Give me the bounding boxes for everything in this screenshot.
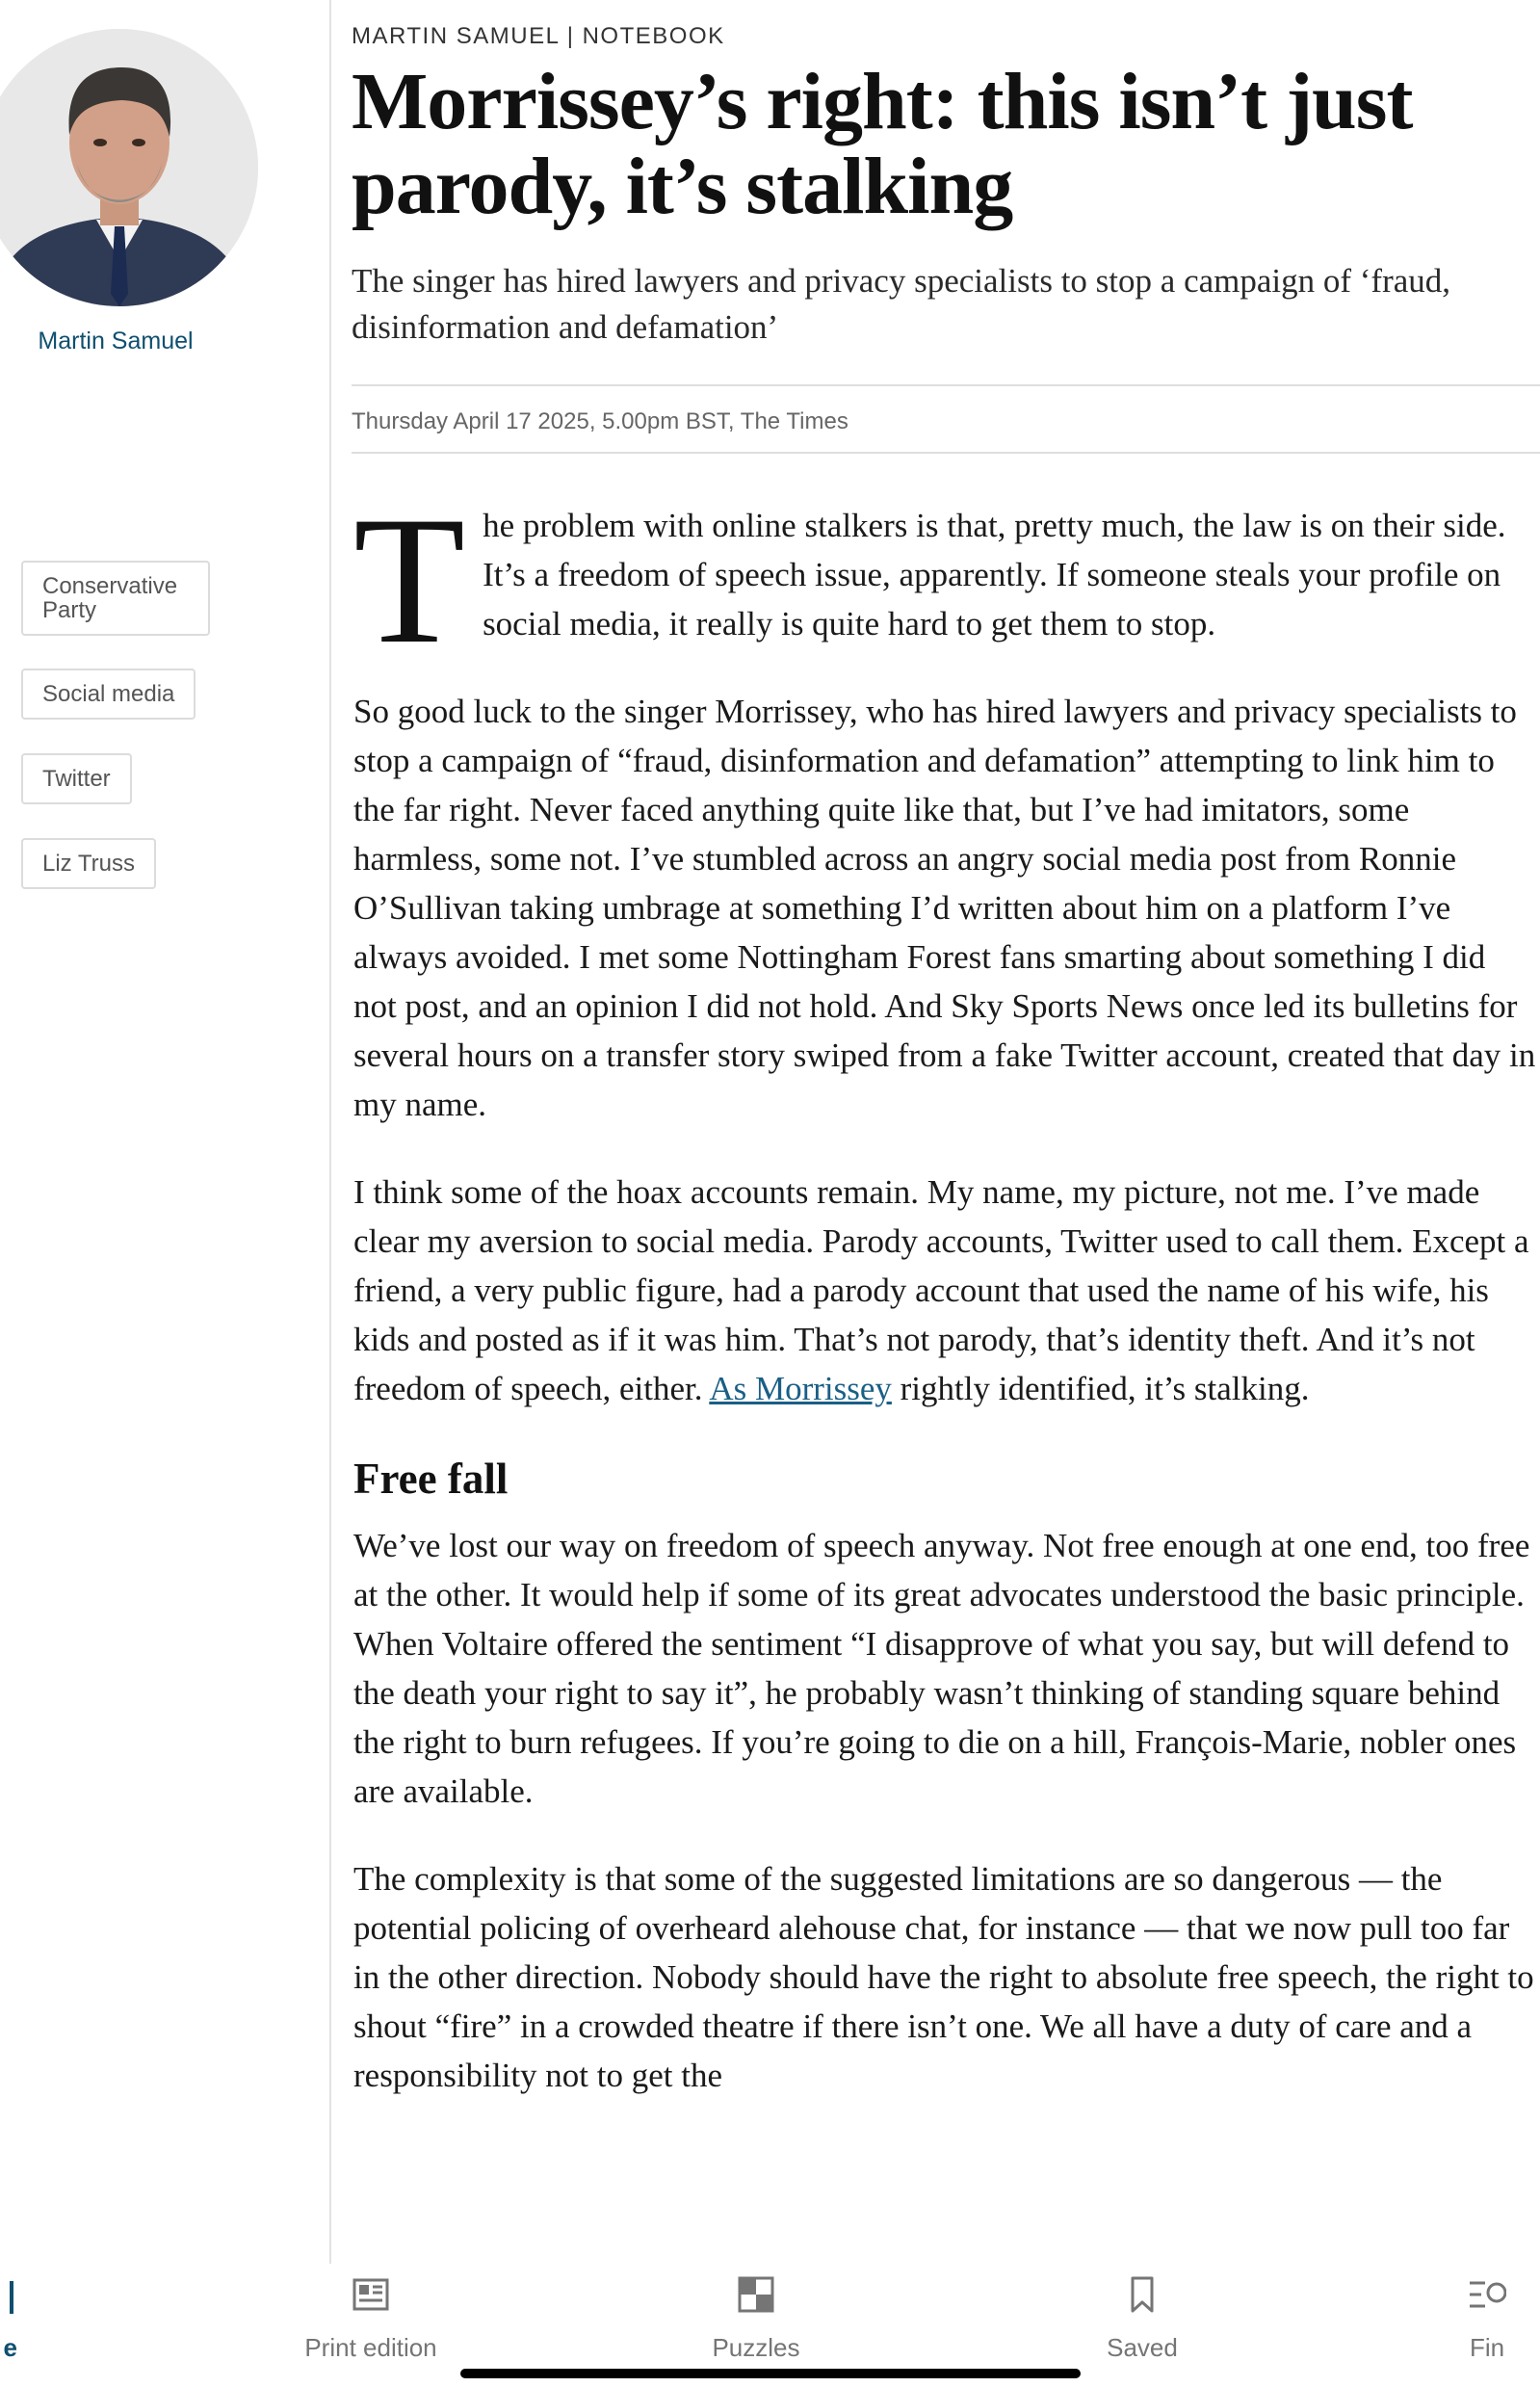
body-paragraph: So good luck to the singer Morrissey, who has hired lawyers and privacy specialists to stop a campaign of “fraud, disinformation and defamation” attempting to link him to the far right. Never faced anything quite like that, but I’ve had imitators, some harmless, some not. I’ve stumbled across an angry social media post from Ronnie O’Sullivan taking umbrage at something I’d written about him on a platform I’ve always avoided. I met some Nottingham Forest fans smarting about something I did not post, and an opinion I did not hold. And Sky Sports News once led its bulletins for several hours on a transfer story swiped from a fake Twitter account, created that day in my name. [353,693,1536,1123]
article-kicker[interactable]: MARTIN SAMUEL | NOTEBOOK [352,23,725,49]
puzzles-icon [737,2275,775,2314]
body-paragraph: The complexity is that some of the suggested limitations are so dangerous — the potential policing of overheard alehouse chat, for instance — that we now pull too far in the other direction. Nobody should have the right to absolute free speech, the right to shout “fire” in a crowded theatre if there isn’t one. We all have a duty of care and a responsibility not to get the [353,1860,1534,2094]
tag-twitter[interactable]: Twitter [21,753,132,804]
drop-cap: T [353,480,466,682]
tag-social-media[interactable]: Social media [21,669,196,720]
tab-saved-label: Saved [1107,2333,1178,2362]
author-avatar[interactable] [0,29,258,306]
body-paragraph [353,480,1536,682]
article [352,0,1540,2264]
tab-puzzles-label: Puzzles [712,2333,800,2362]
author-name[interactable]: Martin Samuel [38,328,194,354]
find-icon [1468,2275,1506,2314]
article-standfirst: The singer has hired lawyers and privacy specialists to stop a campaign of ‘fraud, disinformation and defamation’ [352,262,1451,346]
section-subhead: Free fall [353,1455,509,1503]
body-paragraph [353,1167,1536,1413]
paragraph-text: I think some of the hoax accounts remain. My name, my picture, not me. I’ve made clear my aversion to social media. Parody accounts, Twitter used to call them. Except a friend, a very public figure, had a parody account that used the name of his wife, his kids and posted as if it was him. That’s not parody, that’s identity theft. And it’s not freedom of speech, either. [353,1173,1529,1407]
home-indicator-bar[interactable] [460,2369,1081,2378]
tab-find-label: Fin [1470,2333,1505,2362]
tab-home-label: e [3,2333,17,2362]
tag-conservative-party[interactable]: Conservative Party [21,561,210,636]
tag-liz-truss[interactable]: Liz Truss [21,838,156,889]
tab-print-edition[interactable] [255,2264,486,2387]
paragraph-text: rightly identified, it’s stalking. [891,1370,1310,1407]
home-active-indicator [10,2281,13,2314]
author-sidebar [0,0,329,2264]
article-body [353,480,1536,2138]
article-headline: Morrissey’s right: this isn’t just parody, it’s stalking [352,57,1413,231]
column-divider [329,0,331,2264]
tab-find[interactable] [1464,2264,1540,2387]
article-dateline: Thursday April 17 2025, 5.00pm BST, The Times [352,408,848,434]
tab-print-edition-label: Print edition [304,2333,437,2362]
paragraph-text: he problem with online stalkers is that, pretty much, the law is on their side. It’s a freedom of speech issue, apparently. If someone steals your profile on social media, it really is quite hard to get them to stop. [483,507,1506,643]
tab-home[interactable] [0,2264,19,2387]
saved-bookmark-icon [1123,2275,1162,2314]
author-portrait-icon [0,29,258,306]
print-edition-icon [352,2275,390,2314]
divider-rule [352,384,1540,386]
morrissey-link[interactable]: As Morrissey [709,1370,892,1407]
divider-rule [352,452,1540,454]
body-paragraph: We’ve lost our way on freedom of speech anyway. Not free enough at one end, too free at the other. It would help if some of its great advocates understood the basic principle. When Voltaire offered the sentiment “I disapprove of what you say, but will defend to the death your right to say it”, he probably wasn’t thinking of standing square behind the right to burn refugees. If you’re going to die on a hill, François-Marie, nobler ones are available. [353,1527,1530,1810]
